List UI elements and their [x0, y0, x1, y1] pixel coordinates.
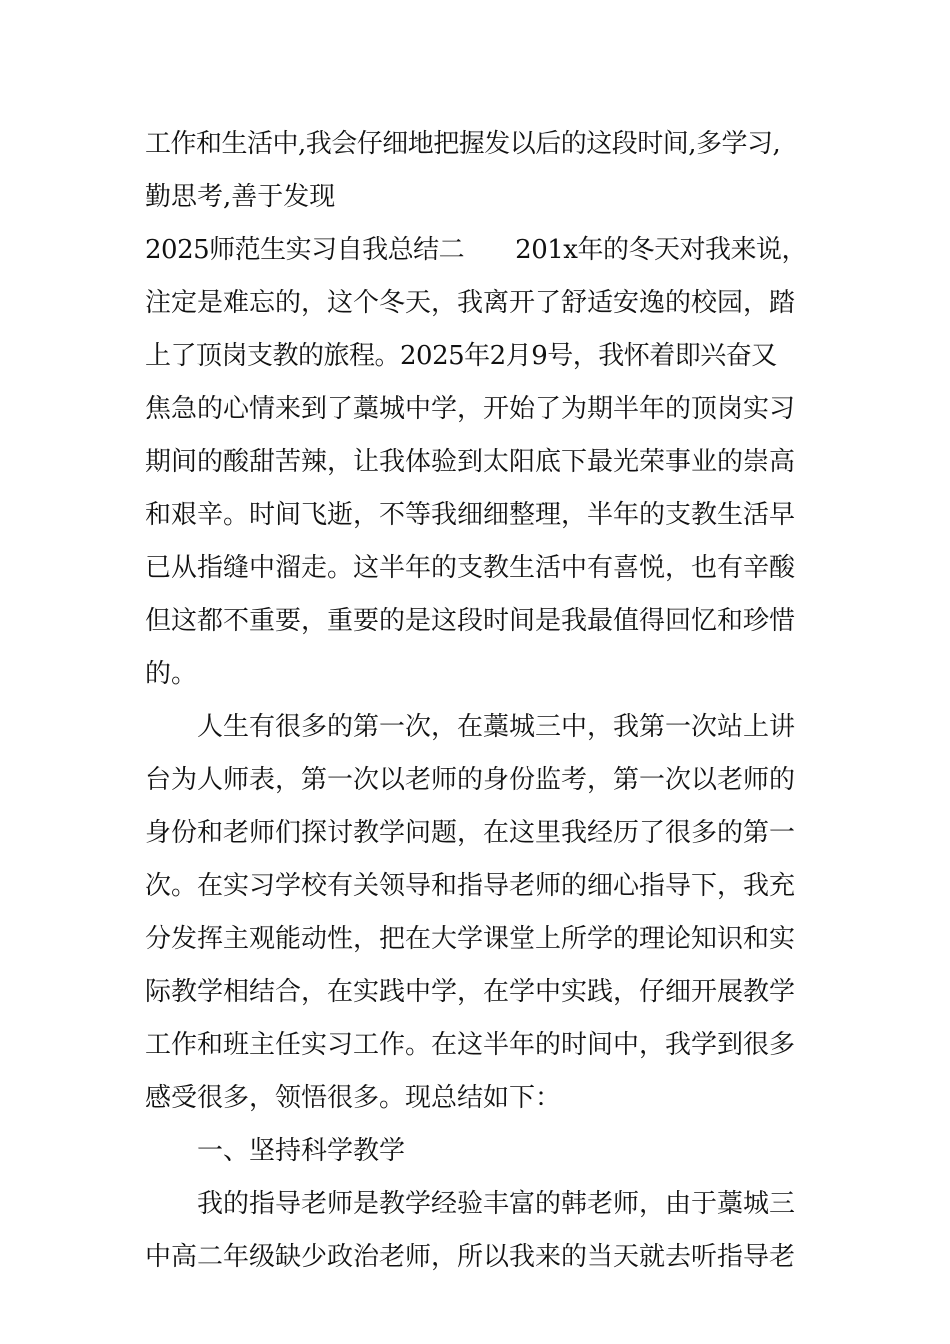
text-line: 上了顶岗支教的旅程。2025年2月9号，我怀着即兴奋又 — [145, 341, 777, 371]
text-line: 台为人师表，第一次以老师的身份监考，第一次以老师的 — [145, 765, 796, 795]
text-line: 的。 — [145, 659, 198, 689]
section-heading: 一、坚持科学教学 — [145, 1136, 406, 1166]
text-line: 和艰辛。时间飞逝，不等我细细整理，半年的支教生活早 — [145, 500, 796, 530]
text-line: 工作和班主任实习工作。在这半年的时间中，我学到很多 — [145, 1030, 796, 1060]
text-line: 际教学相结合，在实践中学，在学中实践，仔细开展教学 — [145, 977, 796, 1007]
text-line: 期间的酸甜苦辣，让我体验到太阳底下最光荣事业的崇高 — [145, 447, 796, 477]
text-line: 人生有很多的第一次，在藁城三中，我第一次站上讲 — [145, 712, 796, 742]
text-line: 中高二年级缺少政治老师，所以我来的当天就去听指导老 — [145, 1242, 796, 1272]
text-line: 感受很多，领悟很多。现总结如下： — [145, 1083, 562, 1113]
text-line: 分发挥主观能动性，把在大学课堂上所学的理论知识和实 — [145, 924, 796, 954]
text-line: 注定是难忘的，这个冬天，我离开了舒适安逸的校园，踏 — [145, 288, 796, 318]
text-line: 我的指导老师是教学经验丰富的韩老师，由于藁城三 — [145, 1189, 796, 1219]
text-line: 身份和老师们探讨教学问题，在这里我经历了很多的第一 — [145, 818, 796, 848]
text-line: 已从指缝中溜走。这半年的支教生活中有喜悦，也有辛酸 — [145, 553, 796, 583]
text-line: 工作和生活中,我会仔细地把握发以后的这段时间,多学习, — [145, 129, 781, 159]
text-line: 勤思考,善于发现 — [145, 182, 336, 212]
text-line: 次。在实习学校有关领导和指导老师的细心指导下，我充 — [145, 871, 796, 901]
text-line: 焦急的心情来到了藁城中学，开始了为期半年的顶岗实习 — [145, 394, 796, 424]
text-line: 但这都不重要，重要的是这段时间是我最值得回忆和珍惜 — [145, 606, 796, 636]
section-title-line: 2025师范生实习自我总结二 201x年的冬天对我来说， — [145, 235, 807, 265]
